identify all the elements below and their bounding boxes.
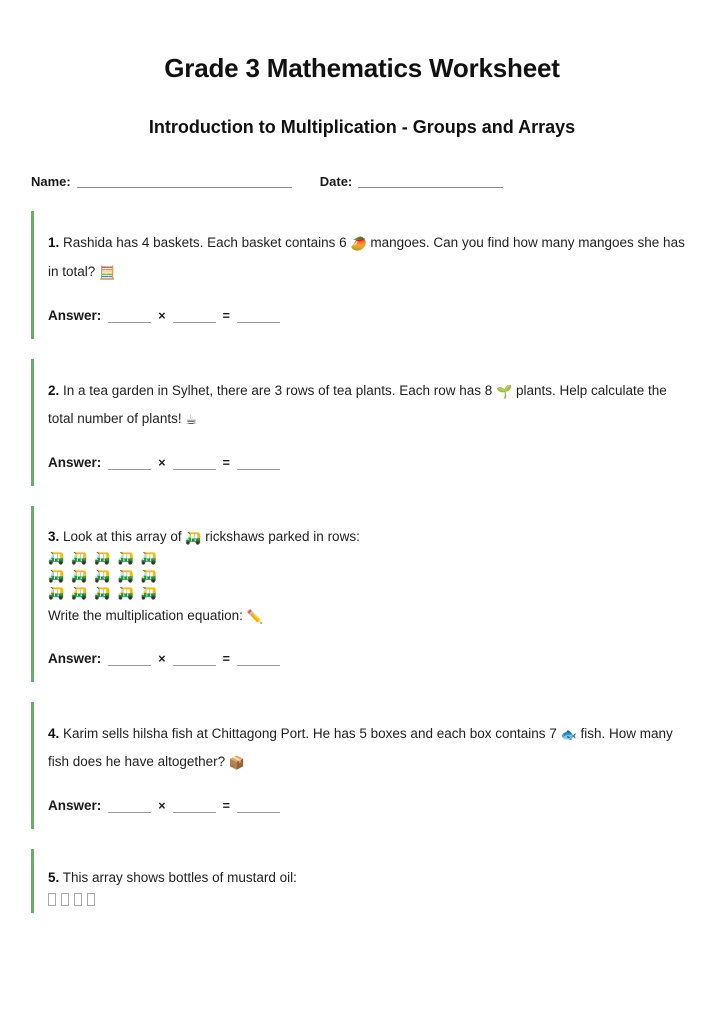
mango-emoji: 🥭 (350, 237, 367, 253)
question-body-1a: Rashida has 4 baskets. Each basket contains 6 (59, 235, 351, 251)
auto-rickshaw-emoji: 🛺 (185, 530, 202, 546)
question-body-1b: mangoes. Can you find how many mangoes she has in total? (48, 235, 685, 279)
answer-blank-factor2-q2[interactable] (173, 457, 216, 470)
question-block-3 (31, 506, 693, 682)
rickshaw-array-row: 🛺🛺🛺🛺🛺 (48, 551, 164, 567)
answer-label-3: Answer: (48, 650, 102, 666)
question-number-2: 2. (48, 382, 60, 398)
answer-label-2: Answer: (48, 454, 102, 470)
times-symbol-q3: × (158, 651, 166, 666)
question-number-3: 3. (48, 528, 60, 544)
page-subtitle: Introduction to Multiplication - Groups and Arrays (148, 116, 576, 137)
rickshaw-array-row: 🛺🛺🛺🛺🛺 (48, 585, 164, 601)
question-text-5 (48, 867, 688, 890)
missing-glyph-box (87, 893, 95, 906)
date-input-rule[interactable] (358, 175, 503, 188)
question-list (31, 211, 693, 912)
abacus-emoji: 🧮 (99, 265, 116, 281)
question-number-5: 5. (48, 869, 60, 885)
rickshaw-array-row: 🛺🛺🛺🛺🛺 (48, 568, 164, 584)
date-label: Date: (319, 174, 353, 190)
question-number-1: 1. (48, 235, 60, 251)
seedling-emoji: 🌱 (496, 384, 513, 400)
question-text-3 (48, 524, 688, 550)
equals-symbol-q3: = (222, 651, 230, 666)
times-symbol-q4: × (158, 798, 166, 813)
question-text-2 (48, 377, 688, 433)
times-symbol-q1: × (158, 308, 166, 323)
question-body-3b: rickshaws parked in rows: (201, 528, 360, 544)
answer-blank-factor1-q1[interactable] (108, 310, 151, 323)
answer-blank-product-q4[interactable] (237, 800, 280, 813)
question-block-4 (31, 702, 693, 829)
answer-blank-factor2-q4[interactable] (173, 800, 216, 813)
page-title: Grade 3 Mathematics Worksheet (164, 53, 560, 83)
subprompt-text: Write the multiplication equation: (48, 607, 247, 623)
question-text-1 (48, 229, 688, 285)
question-body-2a: In a tea garden in Sylhet, there are 3 rows of tea plants. Each row has 8 (59, 382, 497, 398)
answer-label-4: Answer: (48, 797, 102, 813)
hot-beverage-emoji: ☕ (185, 412, 197, 428)
missing-glyph-box (61, 893, 69, 906)
answer-blank-product-q3[interactable] (237, 653, 280, 666)
answer-line-3 (48, 651, 693, 666)
answer-label-1: Answer: (48, 307, 102, 323)
missing-glyph-box (74, 893, 82, 906)
question-block-5 (31, 849, 693, 913)
name-date-line (31, 174, 693, 189)
question-number-4: 4. (48, 725, 60, 741)
question-body-3a: Look at this array of (59, 528, 186, 544)
equals-symbol-q2: = (222, 455, 230, 470)
equals-symbol-q4: = (222, 798, 230, 813)
name-label: Name: (31, 174, 71, 190)
answer-line-4 (48, 798, 693, 813)
rickshaw-array (48, 550, 693, 601)
question-block-2 (31, 359, 693, 486)
answer-line-2 (48, 455, 693, 470)
answer-line-1 (48, 308, 693, 323)
question-body-4a: Karim sells hilsha fish at Chittagong Port. He has 5 boxes and each box contains 7 (59, 725, 561, 741)
answer-blank-factor2-q3[interactable] (173, 653, 216, 666)
answer-blank-product-q2[interactable] (237, 457, 280, 470)
pencil-emoji: ✏️ (246, 609, 263, 625)
answer-blank-product-q1[interactable] (237, 310, 280, 323)
package-emoji: 📦 (228, 755, 246, 771)
missing-glyph-box (48, 893, 56, 906)
fish-emoji: 🐟 (560, 727, 577, 743)
name-input-rule[interactable] (77, 175, 292, 188)
question-3-subprompt (48, 603, 693, 629)
answer-blank-factor1-q3[interactable] (108, 653, 151, 666)
answer-blank-factor1-q2[interactable] (108, 457, 151, 470)
equals-symbol-q1: = (222, 308, 230, 323)
question-text-4 (48, 720, 688, 776)
answer-blank-factor2-q1[interactable] (173, 310, 216, 323)
question-body-5a: This array shows bottles of mustard oil: (59, 869, 297, 885)
question-body-4b: fish. How many fish does he have altogether? (48, 725, 673, 769)
question-block-1 (31, 211, 693, 338)
times-symbol-q2: × (158, 455, 166, 470)
mustard-oil-array (48, 892, 693, 907)
question-body-2b: plants. Help calculate the total number of plants! (48, 382, 667, 426)
answer-blank-factor1-q4[interactable] (108, 800, 151, 813)
